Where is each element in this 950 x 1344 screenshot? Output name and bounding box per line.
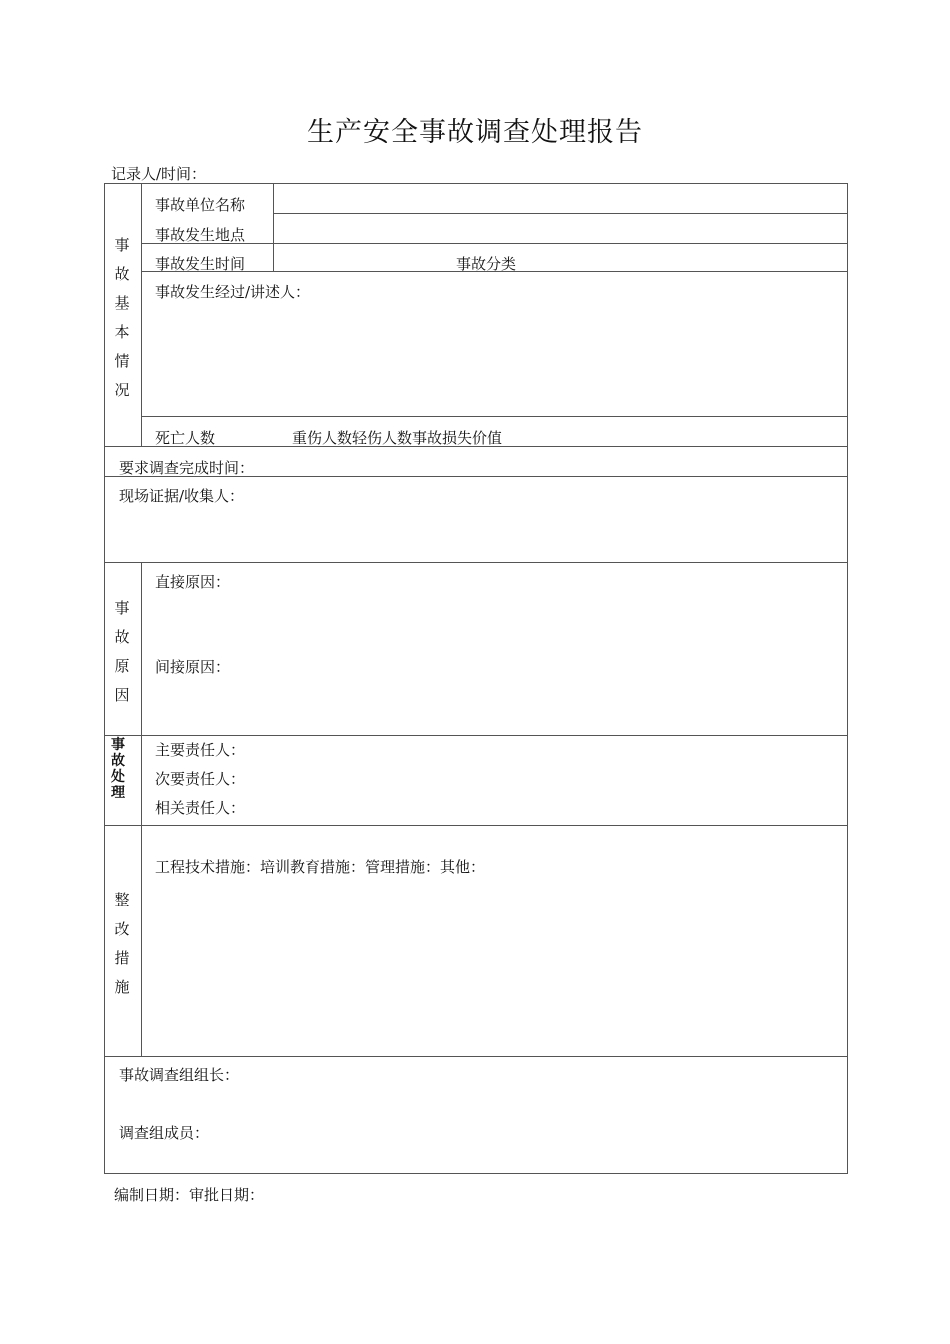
section-char: 情 bbox=[114, 352, 130, 370]
unit-name-label: 事故单位名称 bbox=[155, 196, 246, 214]
time-label: 事故发生时间 bbox=[155, 255, 246, 273]
section-char: 施 bbox=[114, 978, 130, 996]
section-char: 故 bbox=[114, 265, 130, 283]
related-responsible-label: 相关责任人： bbox=[155, 799, 246, 817]
section-char: 整 bbox=[114, 891, 130, 909]
indirect-cause-label: 间接原因： bbox=[155, 658, 231, 676]
secondary-responsible-label: 次要责任人： bbox=[155, 770, 246, 788]
team-members-label: 调查组成员： bbox=[119, 1124, 210, 1142]
section-char: 基 bbox=[114, 294, 130, 312]
recorder-label: 记录人/时间： bbox=[111, 165, 207, 183]
footer-dates-label: 编制日期：审批日期： bbox=[114, 1186, 265, 1204]
rectify-measures-label: 工程技术措施：培训教育措施：管理措施：其他： bbox=[155, 858, 486, 876]
unit-name-field[interactable] bbox=[275, 186, 845, 211]
primary-responsible-label: 主要责任人： bbox=[155, 741, 246, 759]
section-char: 因 bbox=[114, 686, 130, 704]
evidence-field[interactable] bbox=[106, 508, 845, 560]
section-char: 理 bbox=[111, 785, 125, 801]
deadline-label: 要求调查完成时间： bbox=[119, 459, 255, 477]
location-field[interactable] bbox=[275, 216, 845, 241]
section-char: 本 bbox=[114, 323, 130, 341]
section-char: 故 bbox=[111, 753, 125, 769]
section-char: 事 bbox=[114, 599, 130, 617]
section-char: 改 bbox=[114, 920, 130, 938]
category-label: 事故分类 bbox=[456, 255, 517, 273]
section-char: 措 bbox=[114, 949, 130, 967]
process-label: 事故发生经过/讲述人： bbox=[155, 283, 311, 301]
injury-labels: 重伤人数轻伤人数事故损失价值 bbox=[292, 429, 503, 447]
page-title: 生产安全事故调查处理报告 bbox=[307, 117, 643, 148]
section-char: 原 bbox=[114, 657, 130, 675]
evidence-label: 现场证据/收集人： bbox=[119, 487, 245, 505]
section-char: 事 bbox=[114, 236, 130, 254]
section-char: 况 bbox=[114, 381, 130, 399]
deaths-label: 死亡人数 bbox=[155, 429, 216, 447]
team-leader-label: 事故调查组组长： bbox=[119, 1066, 240, 1084]
section-char: 故 bbox=[114, 628, 130, 646]
time-category-field[interactable] bbox=[275, 245, 845, 269]
section-char: 事 bbox=[111, 737, 125, 753]
direct-cause-label: 直接原因： bbox=[155, 573, 231, 591]
section-char: 处 bbox=[111, 769, 125, 785]
process-field[interactable] bbox=[143, 305, 845, 413]
location-label: 事故发生地点 bbox=[155, 226, 246, 244]
